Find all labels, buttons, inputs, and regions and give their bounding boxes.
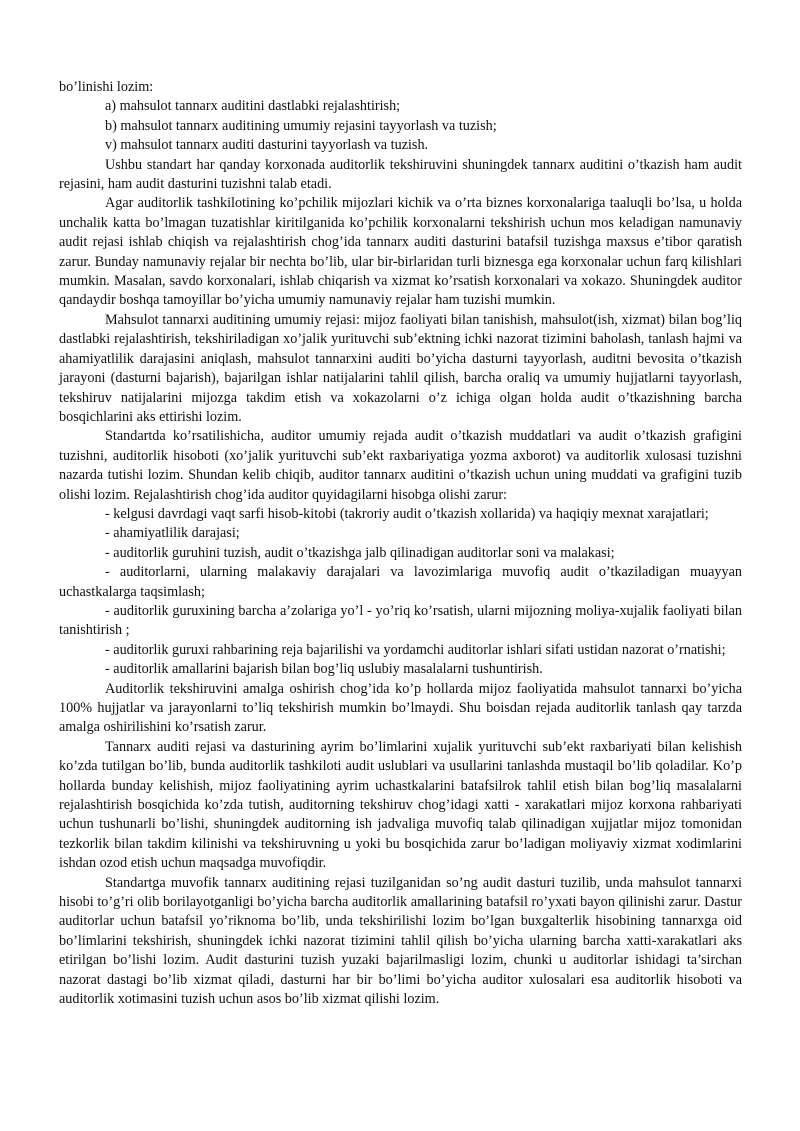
document-page [59,78,742,1010]
dash-item-materiality: - ahamiyatlilik darajasi; [105,525,240,542]
paragraph-general-plan: Mahsulot tannarxi auditining umumiy rejasi: mijoz faoliyati bilan tanishish, mahsulot(ish, xizmat) bilan bog’liq dastlabki rejalashtirish, tekshiriladigan xo’jalik yurituvchi sub’ektning ichki nazorat tizimini baholash, tanlash hajmi va ahamiyatlilik darajasini aniqlash, mahsulot tannarxini auditi bo’yicha dasturni tayyorlash, auditni bevosita o’tkazish jarayoni (dasturni bajarish), bajarilgan ishlar natijalarini tahlil qilish, barcha oraliq va umumiy hujjatlarni tayyorlash, tekshiruv natijalarini mijozga takdim etish va xokazolarni o’z ichiga olgan holda audit o’tkazishning barcha bosqichlarini aks ettirishi lozim. [59,311,742,425]
paragraph-sampling: Auditorlik tekshiruvini amalga oshirish chog’ida ko’p hollarda mijoz faoliyatida mahsulot tannarxi bo’yicha 100% hujjatlar va jarayonlarni to’liq tekshirish mumkin bo’lmaydi. Shu boisdan rejada auditorlik tanlash qay tarzda amalga oshirilishini ko’rsatish zarur. [59,680,742,736]
dash-item-instruction: - auditorlik guruxining barcha a’zolariga yo’l - yo’riq ko’rsatish, ularni mijozning moliya-xujalik faoliyati bilan tanishtirish ; [59,602,742,639]
paragraph-sample-plans: Agar auditorlik tashkilotining ko’pchilik mijozlari kichik va o’rta biznes korxonalariga taaluqli bo’lsa, u holda unchalik katta bo’lmagan tuzatishlar kiritilganida ko’pchilik korxonalarni tekshirish uchun mos keladigan namunaviy audit rejasi ishlab chiqish va rejalashtirish chog’ida tannarx auditi dasturini batafsil tuzishga maxsus e’tibor qaratish zarur. Bunday namunaviy rejalar bir nechta bo’lib, ular bir-birlaridan turli biznesga ega korxonalar uchun farq kilishlari mumkin. Masalan, savdo korxonalari, ishlab chiqarish va xizmat ko’rsatish korxonalari va xokazo. Shuningdek auditor qandaydir boshqa tamoyillar bo’yicha umumiy namunaviy rejalar ham tuzishi mumkin. [59,195,742,309]
paragraph-continuation: bo’linishi lozim: [59,79,154,95]
dash-item-supervision: - auditorlik guruxi rahbarining reja bajarilishi va yordamchi auditorlar ishlari sifati ustidan nazorat o’rnatishi; [105,641,726,658]
dash-item-methodology: - auditorlik amallarini bajarish bilan bog’liq uslubiy masalalarni tushuntirish. [105,661,543,678]
dash-item-time-costs: - kelgusi davrdagi vaqt sarfi hisob-kitobi (takroriy audit o’tkazish xollarida) va haqiqiy mexnat xarajatlari; [105,505,709,522]
list-item-a: a) mahsulot tannarx auditini dastlabki rejalashtirish; [105,98,401,115]
paragraph-agreement: Tannarx auditi rejasi va dasturining ayrim bo’limlarini xujalik yurituvchi sub’ekt raxbariyati bilan kelishish ko’zda tutilgan bo’lib, bunda auditorlik tashkiloti audit uslublari va usullarini tanlashda mustaqil bo’lib qoladilar. Ko’p hollarda bunday kelishish, mijoz faoliyatining ayrim uchastkalarini batafsilrok tahlil etish bilan bog’liq masalalarni rejalashtirish bosqichida ko’zda tutish, auditorning tekshiruv chog’idagi xatti - xarakatlari mijoz korxona rahbariyati uchun tushunarli bo’lishi, shuningdek auditorning ish jadvaliga muvofiq talab qilinadigan xujjatlar mijoz tomonidan tezkorlik bilan takdim kilinishi va tekshiruvning u yoki bu bosqichida zarur bo’ladigan moliyaviy xizmat xodimlarini ishdan ozod etish uchun maqsadga muvofiqdir. [59,738,742,872]
paragraph-audit-program: Standartga muvofik tannarx auditining rejasi tuzilganidan so’ng audit dasturi tuzilib, unda mahsulot tannarxi hisobi to’g’ri olib borilayotganligi bo’yicha barcha auditorlik amallarining batafsil ro’yxati bayon qilinishi zarur. Dastur auditorlar uchun batafsil yo’riknoma bo’lib, unda tekshirilishi lozim bo’lgan buxgalterlik hisobining tannarxga oid bo’limlarini tekshirish, shuningdek ichki nazorat tizimini tahlil qilish bo’yicha ularning barcha xatti-xarakatlari aks etirilgan bo’lishi lozim. Audit dasturini tuzish yuzaki bajarilmasligi lozim, chunki u auditorlar ishidagi ta’sirchan nazorat dastagi bo’lib xizmat qiladi, dasturni har bir bo’limi bo’yicha auditor xulosalari esa auditorlik hisoboti va auditorlik xotimasini tuzish uchun asos bo’lib xizmat qilishi lozim. [59,874,742,1008]
dash-item-team: - auditorlik guruhini tuzish, audit o’tkazishga jalb qilinadigan auditorlar soni va malakasi; [105,544,615,561]
list-item-b: b) mahsulot tannarx auditining umumiy rejasini tayyorlash va tuzish; [105,117,497,134]
paragraph-standard-requirement: Ushbu standart har qanday korxonada auditorlik tekshiruvini shuningdek tannarx auditini o’tkazish ham audit rejasini, ham audit dasturini tuzishni talab etadi. [59,156,742,193]
paragraph-standard-schedule: Standartda ko’rsatilishicha, auditor umumiy rejada audit o’tkazish muddatlari va audit o’tkazish grafigini tuzishni, auditorlik hisoboti (xo’jalik yurituvchi sub’ekt raxbariyatiga yozma axborot) va auditorlik xulosasi tuzishni nazarda tutishi lozim. Shundan kelib chiqib, auditor tannarx auditini o’tkazish uchun uning muddati va grafigini tuzib olishi lozim. Rejalashtirish chog’ida auditor quyidagilarni hisobga olishi zarur: [59,428,742,503]
list-item-v: v) mahsulot tannarx auditi dasturini tayyorlash va tuzish. [105,137,429,154]
dash-item-allocation: - auditorlarni, ularning malakaviy darajalari va lavozimlariga muvofiq audit o’tkaziladigan muayyan uchastkalarga taqsimlash; [59,564,742,600]
